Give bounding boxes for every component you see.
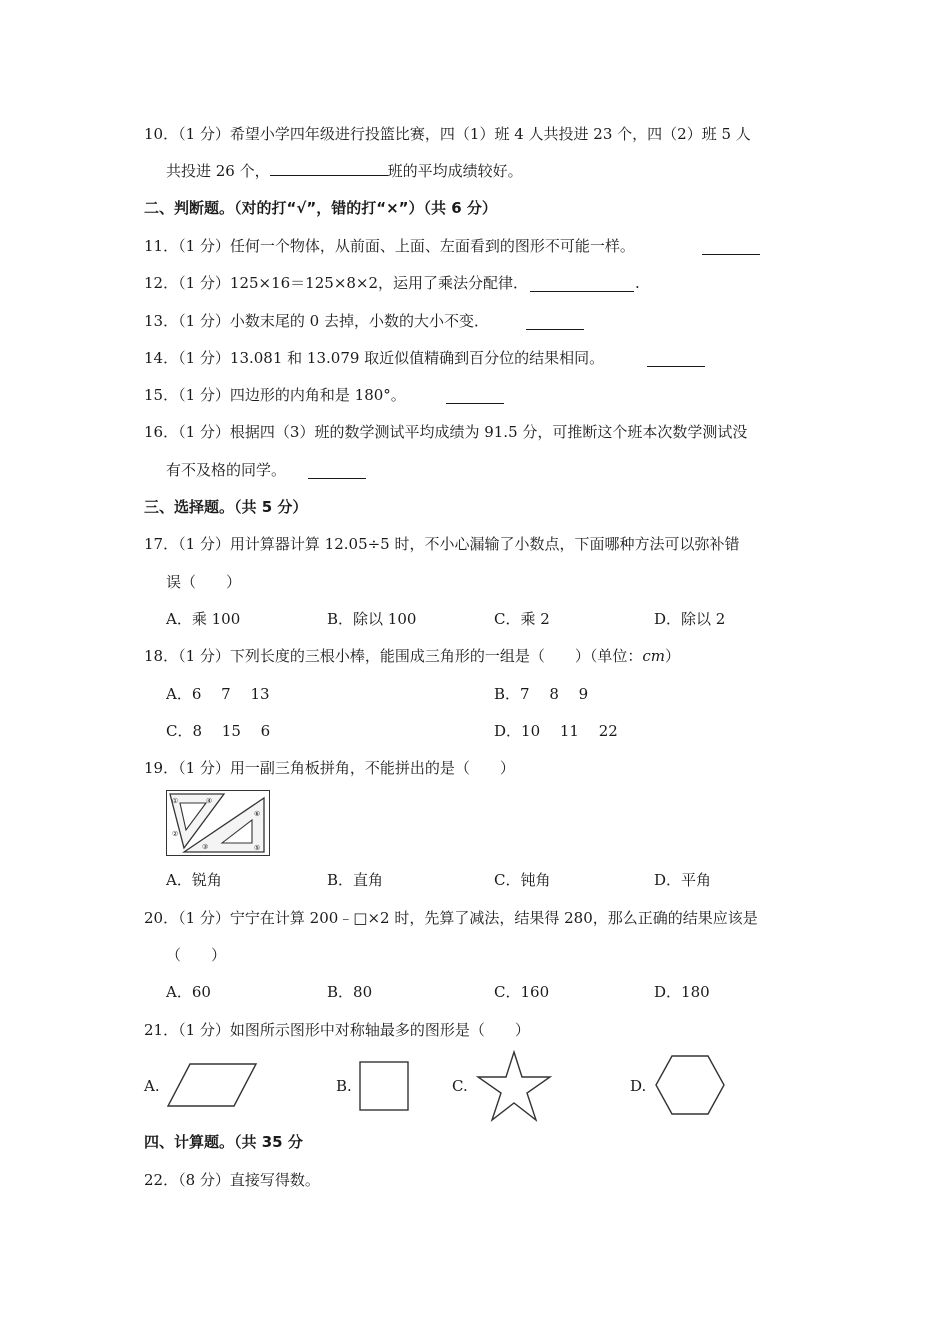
- q17-line2: 误（ ）: [166, 573, 242, 591]
- q18-text: 18．（1 分）下列长度的三根小棒，能围成三角形的一组是（ ）（单位：: [144, 647, 643, 665]
- section4-title: 四、计算题。（共 35 分: [144, 1133, 303, 1151]
- q15: [144, 385, 406, 405]
- q12: [144, 273, 528, 293]
- section3-title: 三、选择题。（共 5 分）: [144, 498, 308, 516]
- q14-text: 14．（1 分）13.081 和 13.079 取近似值精确到百分位的结果相同。: [144, 349, 605, 367]
- q21-label-b[interactable]: B.: [336, 1077, 352, 1095]
- star-icon: [476, 1050, 552, 1122]
- q13: [144, 311, 489, 331]
- q20-option-c[interactable]: C．160: [494, 983, 550, 1001]
- q11-answer-blank[interactable]: [702, 240, 760, 255]
- q19-option-c[interactable]: C．钝角: [494, 871, 551, 889]
- q16-line2: 有不及格的同学。: [166, 461, 287, 479]
- fig-label-2: ②: [172, 830, 179, 838]
- set-squares-figure: [166, 790, 270, 856]
- parallelogram-icon: [166, 1062, 258, 1108]
- q14: [144, 348, 604, 368]
- q19-option-a[interactable]: A．锐角: [166, 871, 222, 889]
- q10-line2-b: 班的平均成绩较好。: [387, 162, 523, 180]
- q16-line1: 16．（1 分）根据四（3）班的数学测试平均成绩为 91.5 分，可推断这个班本次数学测试没: [144, 423, 748, 441]
- q21-label-a[interactable]: A.: [144, 1077, 160, 1095]
- q18-option-a[interactable]: A．6 7 13: [166, 685, 270, 703]
- q18-close: ）: [665, 647, 681, 665]
- fig-label-5: ⑤: [254, 844, 261, 852]
- q17-line1: 17．（1 分）用计算器计算 12.05÷5 时，不小心漏输了小数点，下面哪种方法可以弥补错: [144, 535, 740, 553]
- q13-answer-blank[interactable]: [526, 315, 584, 330]
- q22-question: 22．（8 分）直接写得数。: [144, 1171, 320, 1189]
- q10-line2-a: 共投进 26 个，: [166, 162, 270, 180]
- q19-question: 19．（1 分）用一副三角板拼角，不能拼出的是（ ）: [144, 759, 515, 777]
- q19-option-d[interactable]: D．平角: [654, 871, 712, 889]
- q21-label-d[interactable]: D.: [630, 1077, 647, 1095]
- q20-line1: 20．（1 分）宁宁在计算 200﹣□×2 时，先算了减法，结果得 280，那么正确的结果应该是: [144, 909, 758, 927]
- q18-option-d[interactable]: D．10 11 22: [494, 722, 618, 740]
- fig-label-3: ③: [202, 843, 209, 851]
- q20-option-b[interactable]: B．80: [327, 983, 373, 1001]
- square-icon: [358, 1060, 410, 1112]
- q11: [144, 236, 635, 256]
- hexagon-icon: [654, 1054, 726, 1116]
- fig-label-1: ①: [172, 797, 179, 805]
- q11-text: 11．（1 分）任何一个物体，从前面、上面、左面看到的图形不可能一样。: [144, 237, 635, 255]
- q10-line2: [166, 161, 523, 181]
- q12-tail: .: [635, 274, 640, 292]
- q18-option-c[interactable]: C．8 15 6: [166, 722, 271, 740]
- q18-question: [144, 646, 680, 666]
- q12-text: 12．（1 分）125×16＝125×8×2，运用了乘法分配律．: [144, 274, 529, 292]
- q10-answer-blank[interactable]: [270, 161, 388, 176]
- q15-text: 15．（1 分）四边形的内角和是 180°。: [144, 386, 406, 404]
- q17-option-c[interactable]: C．乘 2: [494, 610, 550, 628]
- q17-option-d[interactable]: D．除以 2: [654, 610, 726, 628]
- q21-question: 21．（1 分）如图所示图形中对称轴最多的图形是（ ）: [144, 1021, 530, 1039]
- section2-title: 二、判断题。（对的打“√”，错的打“×”）（共 6 分）: [144, 199, 497, 217]
- q21-label-c[interactable]: C.: [452, 1077, 468, 1095]
- q15-answer-blank[interactable]: [446, 389, 504, 404]
- q17-option-a[interactable]: A．乘 100: [166, 610, 241, 628]
- q18-unit: cm: [642, 647, 666, 665]
- q10-line1: 10．（1 分）希望小学四年级进行投篮比赛，四（1）班 4 人共投进 23 个，四（2）班 5 人: [144, 125, 751, 143]
- q19-option-b[interactable]: B．直角: [327, 871, 384, 889]
- q18-option-b[interactable]: B．7 8 9: [494, 685, 589, 703]
- q20-option-a[interactable]: A．60: [166, 983, 211, 1001]
- q16-answer-blank[interactable]: [308, 464, 366, 479]
- q13-text: 13．（1 分）小数末尾的 0 去掉，小数的大小不变．: [144, 312, 489, 330]
- q17-option-b[interactable]: B．除以 100: [327, 610, 417, 628]
- q14-answer-blank[interactable]: [647, 352, 705, 367]
- q20-line2: （ ）: [166, 946, 227, 964]
- q12-answer-blank[interactable]: [530, 277, 634, 292]
- q20-option-d[interactable]: D．180: [654, 983, 710, 1001]
- fig-label-6: ⑥: [254, 810, 261, 818]
- fig-label-4: ④: [206, 797, 213, 805]
